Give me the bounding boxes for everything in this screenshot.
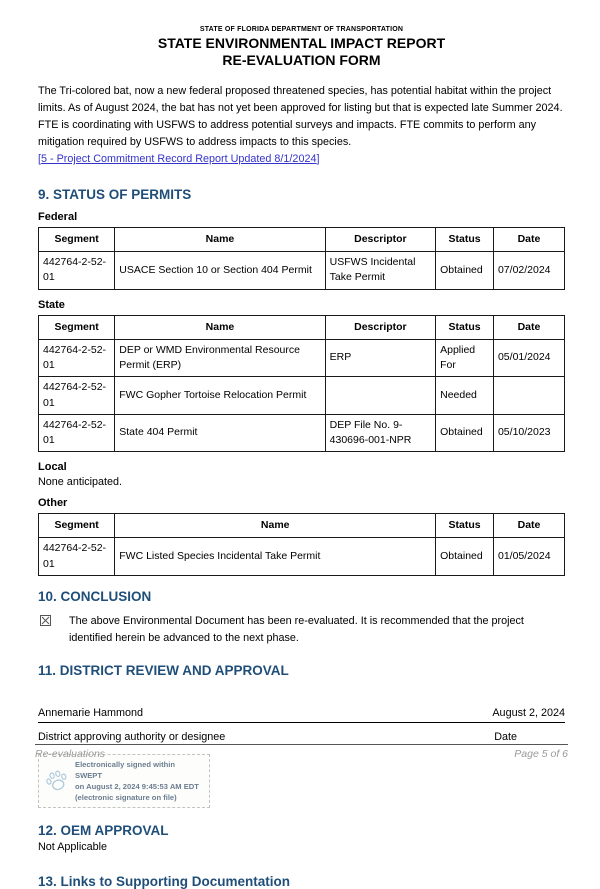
esign-line1: Electronically signed within SWEPT	[75, 760, 176, 781]
table-cell: 01/05/2024	[493, 538, 564, 575]
column-header: Descriptor	[325, 227, 435, 251]
table-row	[39, 414, 565, 451]
checked-checkbox-icon	[40, 615, 51, 626]
column-header: Segment	[39, 514, 115, 538]
footer-page-number: Page 5 of 6	[514, 748, 568, 760]
column-header: Name	[115, 315, 325, 339]
electronic-signature-stamp	[38, 754, 210, 808]
column-header: Status	[436, 227, 494, 251]
esign-line2: on August 2, 2024 9:45:53 AM EDT	[75, 782, 199, 792]
table-cell: 442764-2-52-01	[39, 538, 115, 575]
table-cell: 442764-2-52-01	[39, 377, 115, 414]
conclusion-checkbox[interactable]	[40, 615, 51, 646]
signer-name: Annemarie Hammond	[38, 707, 144, 720]
table-header-row	[39, 315, 565, 339]
document-title-line1: STATE ENVIRONMENTAL IMPACT REPORT	[157, 34, 446, 51]
state-permits-table	[38, 315, 565, 453]
table-cell: FWC Gopher Tortoise Relocation Permit	[115, 377, 325, 414]
column-header: Status	[436, 514, 494, 538]
table-cell: FWC Listed Species Incidental Take Permit	[115, 538, 436, 575]
other-permits-table	[38, 513, 565, 576]
table-cell	[493, 377, 564, 414]
federal-permits-table	[38, 227, 565, 290]
paw-print-icon	[42, 766, 72, 796]
table-row	[39, 339, 565, 376]
column-header: Descriptor	[325, 315, 435, 339]
conclusion-row	[38, 613, 565, 646]
date-label: Date	[494, 731, 517, 744]
table-cell: USACE Section 10 or Section 404 Permit	[115, 252, 325, 289]
column-header: Name	[115, 514, 436, 538]
signature-line	[38, 707, 565, 723]
document-header	[38, 26, 565, 70]
table-cell: Obtained	[436, 538, 494, 575]
table-cell: 442764-2-52-01	[39, 414, 115, 451]
state-label: State	[38, 298, 65, 311]
table-cell	[325, 377, 435, 414]
table-cell: ERP	[325, 339, 435, 376]
section-heading-links: 13. Links to Supporting Documentation	[38, 874, 291, 889]
column-header: Name	[115, 227, 325, 251]
section-heading-status-of-permits: 9. STATUS OF PERMITS	[38, 186, 192, 202]
signer-role-label: District approving authority or designee	[38, 731, 226, 744]
column-header: Date	[493, 227, 564, 251]
section-heading-district-review: 11. DISTRICT REVIEW AND APPROVAL	[38, 663, 289, 679]
section-heading-oem-approval: 12. OEM APPROVAL	[38, 823, 169, 839]
table-cell: Obtained	[436, 414, 494, 451]
column-header: Segment	[39, 227, 115, 251]
commitment-record-link[interactable]: [5 - Project Commitment Record Report Updated 8/1/2024]	[38, 152, 320, 165]
column-header: Segment	[39, 315, 115, 339]
local-text: None anticipated.	[38, 476, 123, 489]
table-cell: Obtained	[436, 252, 494, 289]
signature-date: August 2, 2024	[492, 707, 565, 720]
table-cell: DEP or WMD Environmental Resource Permit (ERP)	[115, 339, 325, 376]
table-cell: State 404 Permit	[115, 414, 325, 451]
table-header-row	[39, 514, 565, 538]
column-header: Date	[493, 315, 564, 339]
other-label: Other	[38, 497, 68, 510]
table-row	[39, 252, 565, 289]
table-cell: DEP File No. 9-430696-001-NPR	[325, 414, 435, 451]
intro-section	[38, 83, 565, 168]
page-footer	[35, 744, 568, 760]
table-cell: 442764-2-52-01	[39, 339, 115, 376]
local-label: Local	[38, 461, 67, 474]
table-row	[39, 377, 565, 414]
table-cell: 05/01/2024	[493, 339, 564, 376]
table-header-row	[39, 227, 565, 251]
signature-labels	[38, 731, 565, 743]
table-cell: 07/02/2024	[493, 252, 564, 289]
federal-label: Federal	[38, 210, 78, 223]
table-cell: 05/10/2023	[493, 414, 564, 451]
table-cell: 442764-2-52-01	[39, 252, 115, 289]
table-row	[39, 538, 565, 575]
table-cell: USFWS Incidental Take Permit	[325, 252, 435, 289]
table-cell: Applied For	[436, 339, 494, 376]
table-cell: Needed	[436, 377, 494, 414]
column-header: Status	[436, 315, 494, 339]
document-title-line2: RE-EVALUATION FORM	[222, 52, 381, 69]
section-heading-conclusion: 10. CONCLUSION	[38, 588, 152, 604]
esign-text	[75, 759, 203, 803]
conclusion-text: The above Environmental Document has been re-evaluated. It is recommended that the project identified herein be advanced to the next phase.	[69, 614, 524, 644]
column-header: Date	[493, 514, 564, 538]
agency-line: STATE OF FLORIDA DEPARTMENT OF TRANSPORTATION	[199, 26, 404, 33]
intro-paragraph: The Tri-colored bat, now a new federal proposed threatened species, has potential habitat within the project limits. As of August 2024, the bat has not yet been approved for listing but that is expected late Summer 2024. FTE is coordinating with USFWS to address potential surveys and impacts. FTE commits to perform any mitigation required by USFWS to address impacts to this species.	[38, 84, 563, 148]
footer-divider	[35, 744, 568, 745]
footer-document-name: Re-evaluations	[35, 748, 106, 760]
esign-line3: (electronic signature on file)	[75, 793, 177, 803]
oem-text: Not Applicable	[38, 841, 108, 854]
